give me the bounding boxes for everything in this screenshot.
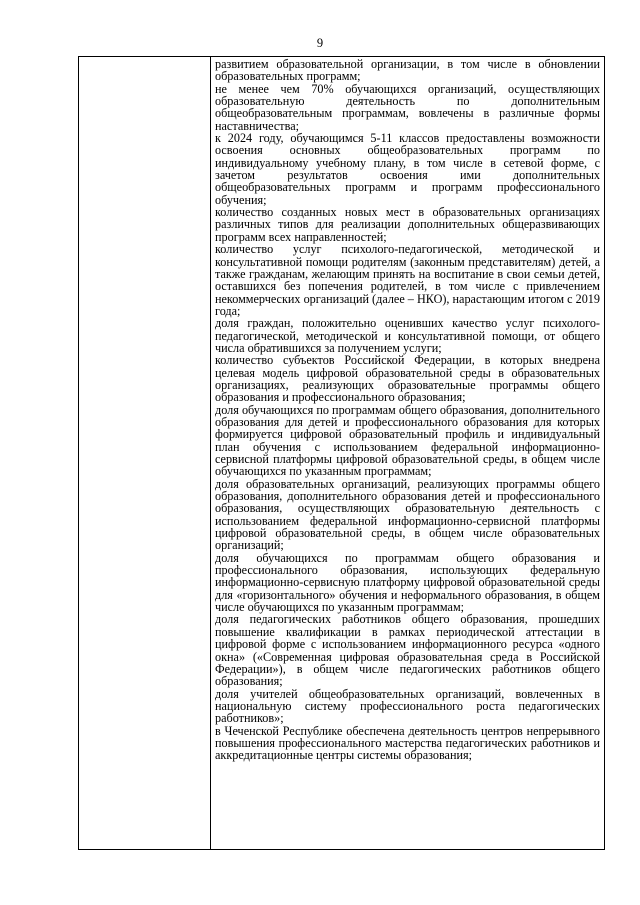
program-goals-table [78,56,605,850]
paragraph-digital-organizations: доля образовательных организаций, реализующих программы общего образования, дополнительного образования детей и профессионального образования, осуществляющих образовательную деятельность с использованием федеральной информационно-сервисной платформы цифровой образовательной среды, в общем числе образовательных организаций; [215,476,600,553]
paragraph-individual-plan: к 2024 году, обучающимся 5-11 классов предоставлены возможности освоения основных общеобразовательных программ по индивидуальному учебному плану, в том числе в сетевой форме, с зачетом результатов освоения ими дополнительных общеобразовательных программ и программ профессионального обучения; [215,131,600,207]
paragraph-teacher-growth: доля учителей общеобразовательных организаций, вовлеченных в национальную систему профессионального роста педагогических работников»; [215,686,600,726]
paragraph-chechen-centers: в Чеченской Республике обеспечена деятельность центров непрерывного повышения профессионального мастерства педагогических работников и аккредитационные центры системы образования; [215,723,600,763]
paragraph-modernization: развитием образовательной организации, в том числе в обновлении образовательных программ; [215,57,600,84]
paragraph-psych-services: количество услуг психолого-педагогической, методической и консультативной помощи родителям (законным представителям) детей, а также гражданам, желающим принять на воспитание в свои семьи детей, оставшихся без попечения родителей, в том числе с привлечением некоммерческих организаций (далее – НКО), нарастающим итогом с 2019 года; [215,242,600,318]
paragraph-digital-profile: доля обучающихся по программам общего образования, дополнительного образования для детей и профессионального образования для которых формируется цифровой образовательный профиль и индивидуальный план обучения с использованием федеральной информационно-сервисной платформы цифровой образовательной среды, в общем числе обучающихся по указанным программам; [215,402,600,479]
paragraph-digital-model: количество субъектов Российской Федерации, в которых внедрена целевая модель цифровой образовательной среды в образовательных организациях, реализующих образовательные программы общего образования и профессионального образования; [215,353,600,405]
page-number: 9 [316,36,324,50]
paragraph-citizen-satisfaction: доля граждан, положительно оценивших качество услуг психолого-педагогической, методической и консультативной помощи, от общего числа обратившихся за получением услуги; [215,316,600,355]
paragraph-teacher-training: доля педагогических работников общего образования, прошедших повышение квалификации в рамках периодической аттестации в цифровой форме с использованием информационного ресурса «одного окна» («Современная цифровая образовательная среда в Российской Федерации»), в общем числе педагогических работников общего образования; [215,612,600,689]
paragraph-horizontal-learning: доля обучающихся по программам общего образования и профессионального образования, использующих федеральную информационно-сервисную платформу цифровой образовательной среды для «горизонтального» обучения и неформального образования, в общем числе обучающихся по указанным программам; [215,550,600,615]
table-cell-content [211,57,605,850]
table-row [79,57,605,850]
paragraph-new-places: количество созданных новых мест в образовательных организациях различных типов для реализации дополнительных общеразвивающих программ всех направленностей; [215,205,600,244]
table-cell-label [79,57,211,850]
paragraph-mentoring: не менее чем 70% обучающихся организаций, осуществляющих образовательную деятельность по дополнительным общеобразовательным программам, вовлечены в различные формы наставничества; [215,81,600,133]
